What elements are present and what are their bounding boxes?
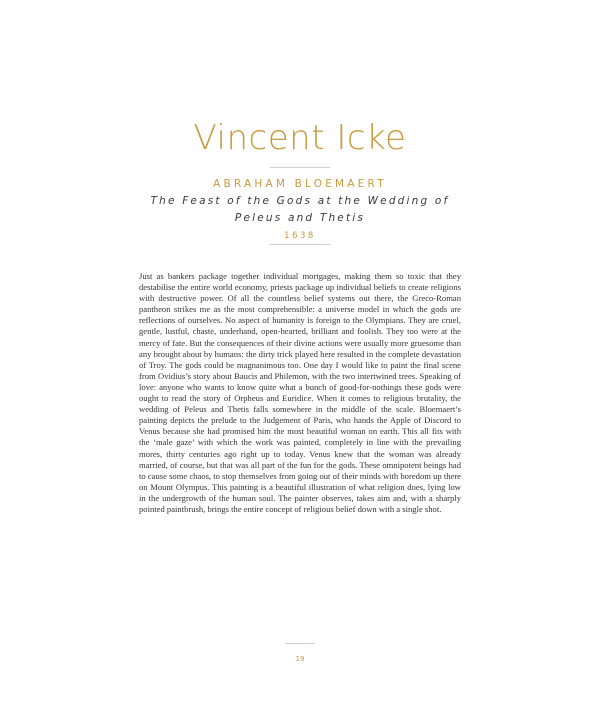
footer-divider	[285, 643, 315, 644]
essay-body: Just as bankers package together individual mortgages, making them so toxic that they destabilise the entire world economy, priests package up individual beliefs to create religions with destructive power. Of all the countless belief systems out there, the Greco-Roman pantheon strikes me as the most comprehensible: a universe model in which the gods are reflections of ourselves. No aspect of humanity is foreign to the Olympians. They are cruel, gentle, lustful, chaste, underhand, open-hearted, brilliant and foolish. They too were at the mercy of fate. But the consequences of their divine actions were usually more gruesome than any brought about by humans: the dirty trick played here resulted in the complete devastation of Troy. The gods could be magnanimous too. One day I would like to paint the final scene from Ovidius’s story about Baucis and Philemon, with the two intertwined trees. Speaking of love: anyone who wants to know quite what a bunch of good-for-nothings these gods were ought to read the story of Orpheus and Euridice. When it comes to religious brutality, the wedding of Peleus and Thetis falls somewhere in the middle of the scale. Bloemaert’s painting depicts the prelude to the Judgement of Paris, who hands the Apple of Discord to Venus because she had promised him the most beautiful woman on earth. This all fits with the ‘male gaze’ with which the work was painted, completely in line with the prevailing mores, thirty centuries ago right up to today. Venus knew that the woman was already married, of course, but that was all part of the fun for the gods. These omnipotent beings had to cause some chaos, to stop themselves from going out of their minds with boredom up there on Mount Olympus. This painting is a beautiful illustration of what religion does, lying low in the undergrowth of the human soul. The painter observes, takes aim and, with a sharply pointed paintbrush, brings the entire concept of religious belief down with a single shot.	[139, 271, 461, 514]
artwork-year: 1638	[284, 231, 316, 241]
artwork-title: The Feast of the Gods at the Wedding of Peleus and Thetis	[150, 195, 450, 224]
divider-bottom	[270, 244, 330, 245]
author-name: Vincent Icke	[193, 118, 407, 158]
painter-name: ABRAHAM BLOEMAERT	[213, 178, 387, 190]
divider-top	[270, 167, 330, 168]
page-number: 19	[295, 655, 305, 663]
